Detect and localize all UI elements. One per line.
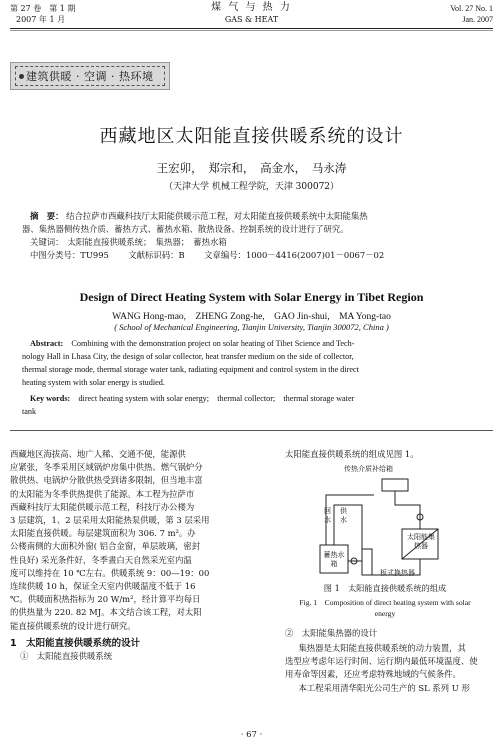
left-column-line: 3 层建筑，1、2 层采用太阳能热泵供暖，第 3 层采用 — [10, 515, 210, 526]
bullet-dot-icon — [19, 74, 24, 79]
header-rule — [10, 28, 493, 29]
section-banner-inner — [15, 66, 165, 86]
left-column-line: 能直接供暖系统的设计进行研究。 — [10, 620, 136, 631]
section-banner — [10, 62, 170, 90]
figure-caption-cn: 图 1 太阳能直接供暖系统的组成 — [323, 583, 447, 593]
label-exchanger: 板式换热器 — [380, 569, 415, 577]
subsection-2: ② 太阳能集热器的设计 — [285, 628, 378, 638]
section-banner-label: 建筑供暖 · 空调 · 热环境 — [26, 70, 154, 83]
abstract-en — [30, 337, 480, 350]
right-column-line: 选型应考虑年运行时间、运行期内最低环境温度、使 — [285, 656, 478, 667]
header-date-cn: 2007 年 1 月 — [16, 15, 66, 24]
left-column-line: 的供热量为 220. 82 MJ。本文结合该工程，对太阳 — [10, 607, 202, 618]
left-column-line: 西藏科技厅太阳能供暖示范工程，科技厅办公楼为 — [10, 501, 195, 512]
right-column-line: 本工程采用清华阳光公司生产的 SL 系列 U 形 — [298, 682, 470, 693]
right-column-line: 集热器是太阳能直接供暖系统的动力装置，其 — [298, 643, 466, 653]
subsection-1: ① 太阳能直接供暖系统 — [20, 651, 113, 661]
label-medium-tank: 传热介质补给箱 — [344, 465, 393, 473]
figure-1 — [314, 465, 484, 580]
medium-supply-tank — [382, 479, 408, 491]
abstract-en-label: Abstract: — [30, 339, 64, 348]
page-number: · 67 · — [240, 730, 263, 740]
section-heading-1: 1 太阳能直接供暖系统的设计 — [10, 638, 141, 649]
left-column — [10, 448, 242, 633]
abstract-cn-label: 摘 要： — [30, 211, 64, 221]
abstract-cn — [30, 210, 475, 223]
right-column-text — [285, 642, 493, 695]
left-column-line: 公楼南侧的大面积外窗( 铝合金窗，单层玻璃，密封 — [10, 541, 201, 552]
figure-caption-en: Fig. 1 Composition of direct heating system with solar — [299, 598, 471, 607]
left-column-line: 的太阳能为冬季供热提供了能源。本工程为拉萨市 — [10, 488, 195, 499]
paper-title-en: Design of Direct Heating System with Solar Energy in Tibet Region — [79, 290, 424, 304]
left-column-line: 散供热、电锅炉分散供热受到诸多限制，但当地丰富 — [10, 475, 203, 486]
header-volume-en: Vol. 27 No. 1 — [450, 4, 493, 13]
abstract-en-line1: Abstract: Combining with the demonstration project on solar heating of Tibet Science and Tech- — [30, 339, 355, 348]
header-journal-cn: 煤 气 与 热 力 — [211, 2, 292, 13]
keywords-cn: 关键词： 太阳能直接供暖系统； 集热器； 蓄热水箱 — [30, 237, 227, 247]
left-column-line: 性良好) 采光条件好，冬季晝白天自然采光室内温 — [10, 554, 192, 565]
label-supply-water: 供水 — [340, 507, 347, 524]
affiliation-cn: （天津大学 机械工程学院，天津 300072） — [163, 182, 340, 192]
abstract-cn-line2: 器、集热器侧传热介质、蓄热方式、蓄热水箱、散热设备、控制系统的设计进行了研究。 — [22, 224, 349, 234]
abstract-cn-line1: 摘 要： 结合拉萨市西藏科技厅太阳能供暖示范工程，对太阳能直接供暖系统中太阳能集热 — [30, 211, 368, 221]
plate-exchanger — [362, 549, 372, 575]
right-column-line: 用寿命等因素，还应考虑特殊地域的气候条件。 — [285, 669, 461, 680]
paper-title-cn: 西藏地区太阳能直接供暖系统的设计 — [99, 126, 404, 147]
label-return-water: 回水 — [324, 507, 331, 524]
label-collector: 太阳能集热器 — [407, 533, 435, 550]
keywords-en: Key words: direct heating system with solar energy; thermal collector; thermal storage water — [30, 394, 355, 403]
keywords-en-label: Key words: — [30, 394, 71, 403]
figure-intro: 太阳能直接供暖系统的组成见图 1。 — [285, 449, 419, 459]
left-column-line: 太阳能直接供暖。每层建筑面积为 306. 7 m²。办 — [10, 528, 196, 539]
abstract-en-line4: heating system with solar energy is studied. — [22, 378, 165, 387]
classification-cn: 中图分类号：TU995 文献标识码：B 文章编号：1000－4416(2007)01－0067－02 — [30, 250, 385, 260]
abstract-en-line3: thermal storage mode, thermal storage water tank, radiating equipment and control system in the direct — [22, 365, 359, 374]
affiliation-en: ( School of Mechanical Engineering, Tianjin University, Tianjin 300072, China ) — [114, 322, 389, 332]
left-column-line: 西藏地区海拔高、地广人稀、交通不便，能源供 — [10, 449, 186, 459]
left-column-line: ℃。供暖面积热指标为 20 W/m²，经计算平均每日 — [10, 594, 201, 605]
header-date-en: Jan. 2007 — [462, 15, 493, 24]
header-rule-thin — [10, 30, 493, 31]
keywords-en-line2: tank — [22, 407, 37, 416]
abstract-rule — [10, 430, 493, 431]
authors-cn: 王宏卯， 郑宗和， 高金水， 马永涛 — [156, 161, 347, 175]
header-journal-en: GAS & HEAT — [224, 15, 279, 24]
label-storage-tank: 蓄热水箱 — [323, 551, 345, 568]
figure-caption-en-2: energy — [374, 609, 396, 618]
authors-en: WANG Hong-mao, ZHENG Zong-he, GAO Jin-shui, MA Yong-tao — [112, 312, 391, 322]
left-column-line: 度可以维持在 10 ℃左右。供暖系统 9：00—19：00 — [10, 567, 210, 578]
abstract-en-line2: nology Hall in Lhasa City, the design of solar collector, heat transfer medium on the side of collector, — [22, 352, 354, 361]
left-column-line: 应紧张，冬季采用区域锅炉房集中供热、燃气锅炉分 — [10, 462, 203, 473]
header-volume-cn: 第 27 卷 第 1 期 — [10, 4, 76, 13]
left-column-line: 连续供暖 10 h，保证全天室内供暖温度不低于 16 — [10, 581, 196, 592]
